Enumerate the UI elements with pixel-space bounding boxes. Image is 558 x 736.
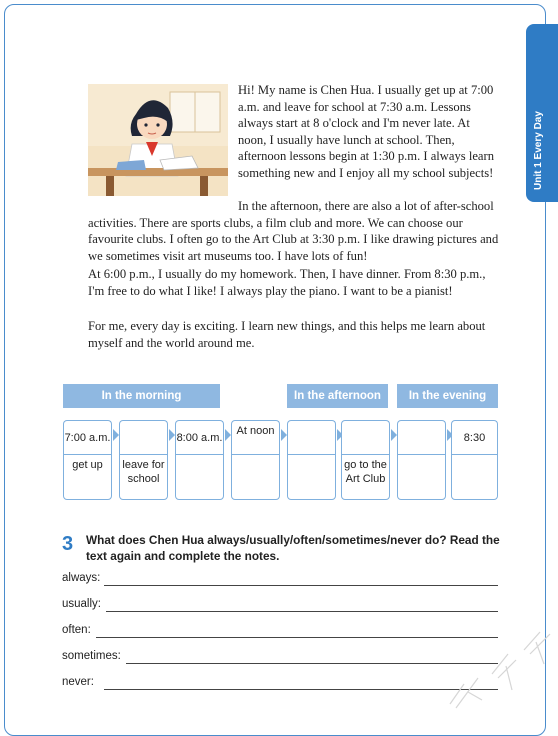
activity-cell[interactable]: leave for school (119, 454, 168, 500)
note-label: sometimes: (62, 650, 121, 662)
exercise-number: 3 (62, 533, 74, 555)
activity-cell[interactable] (175, 454, 224, 500)
unit-side-label: Unit 1 Every Day (533, 111, 544, 190)
girl-studying-illustration (88, 84, 228, 196)
time-cell[interactable] (397, 420, 446, 454)
activity-cell[interactable] (231, 454, 280, 500)
note-label: often: (62, 624, 91, 636)
reading-paragraph-1: Hi! My name is Chen Hua. I usually get up at 7:00 a.m. and leave for school at 7:30 a.m. Lessons always start at 8 o'clock and I'm never late. At noon, I usually have lunch at school. Then, afternoon lessons begin at 1:30 p.m. I always learn something new and I enjoy all my school subjects! (238, 83, 495, 180)
answer-line[interactable] (106, 611, 498, 612)
note-row-usually (62, 598, 498, 612)
time-cell[interactable] (341, 420, 390, 454)
header-morning: In the morning (63, 384, 220, 408)
activity-cell[interactable] (451, 454, 498, 500)
time-cell[interactable]: At noon (231, 420, 280, 454)
time-cell[interactable] (119, 420, 168, 454)
note-row-always (62, 572, 498, 586)
note-label: usually: (62, 598, 101, 610)
activity-cell[interactable] (287, 454, 336, 500)
activity-cell[interactable]: go to the Art Club (341, 454, 390, 500)
reading-paragraph-2: In the afternoon, there are also a lot of after-school activities. There are sports clubs, a film club and more. We can choose our favourite clubs. I often go to the Art Club at 3:30 p.m. I like drawing pictures and we sometimes visit art museums too. I have lots of fun! (88, 199, 499, 263)
reading-paragraph-3: At 6:00 p.m., I usually do my homework. Then, I have dinner. From 8:30 p.m., I'm free to do what I like! I always play the piano. I want to be a pianist! (88, 267, 486, 298)
time-cell[interactable]: 8:00 a.m. (175, 420, 224, 454)
watermark-graphic (420, 614, 558, 724)
note-label: never: (62, 676, 94, 688)
answer-line[interactable] (104, 585, 498, 586)
note-label: always: (62, 572, 101, 584)
time-cell[interactable]: 7:00 a.m. (63, 420, 112, 454)
activity-cell[interactable]: get up (63, 454, 112, 500)
header-evening: In the evening (397, 384, 498, 408)
exercise-prompt: What does Chen Hua always/usually/often/sometimes/never do? Read the text again and complete the notes. (86, 533, 500, 563)
header-afternoon: In the afternoon (287, 384, 388, 408)
activity-cell[interactable] (397, 454, 446, 500)
time-cell[interactable] (287, 420, 336, 454)
time-cell[interactable]: 8:30 (451, 420, 498, 454)
reading-paragraph-4: For me, every day is exciting. I learn new things, and this helps me learn about myself and the world around me. (88, 319, 486, 350)
